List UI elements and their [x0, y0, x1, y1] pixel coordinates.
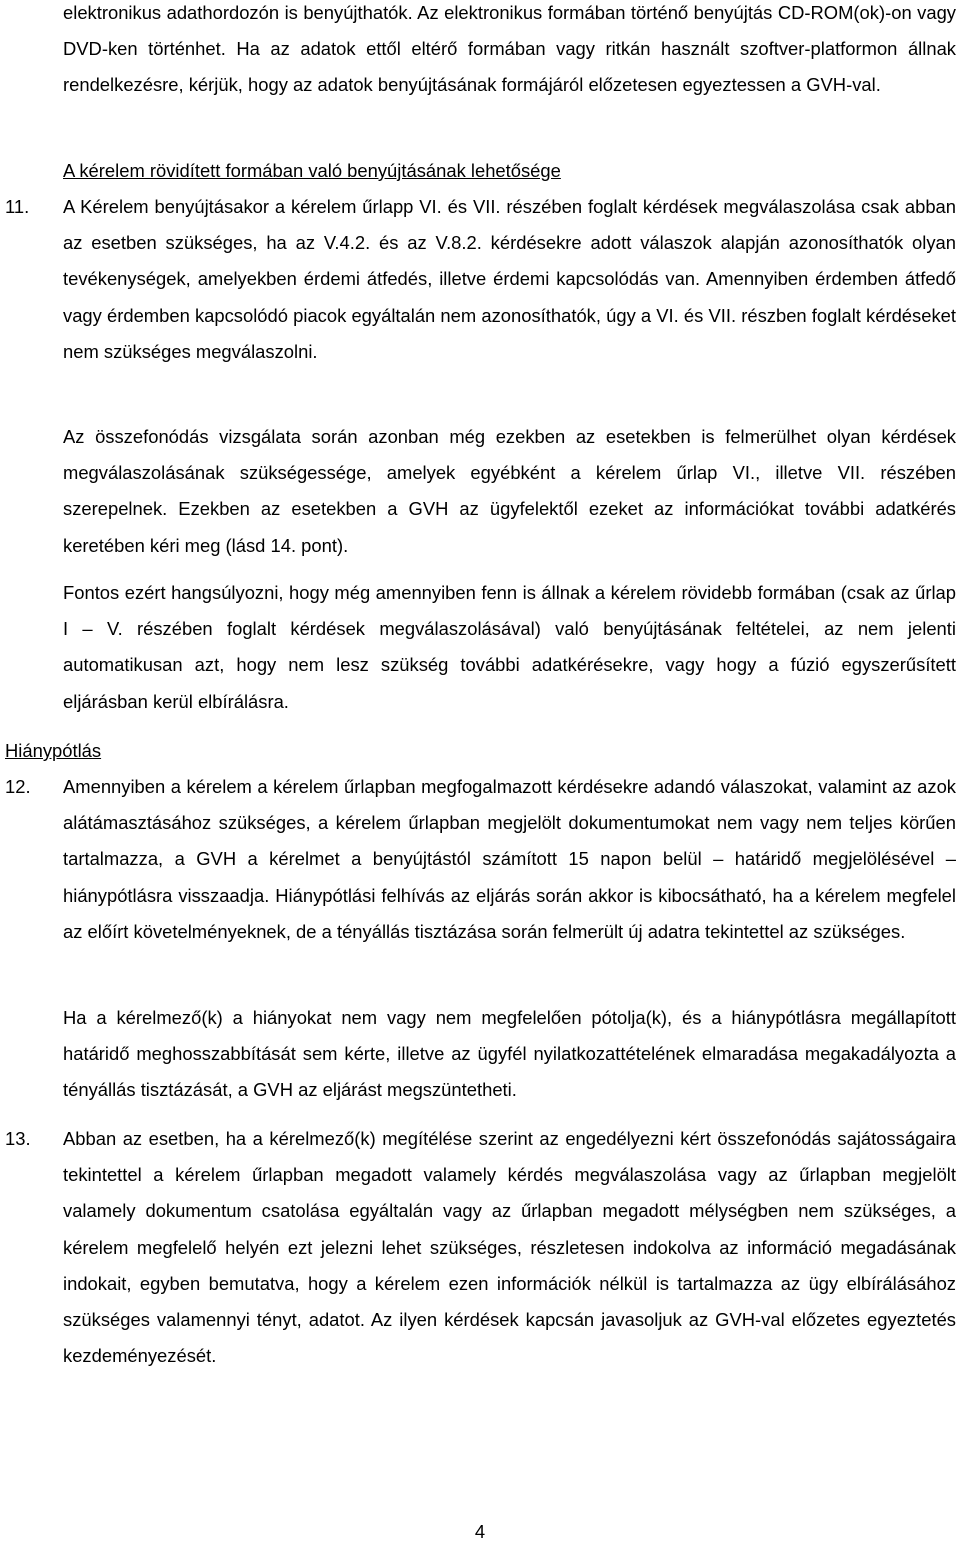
- deficiency-paragraph-2: Ha a kérelmező(k) a hiányokat nem vagy nem megfelelően pótolja(k), és a hiánypótlásra megállapított határidő meghosszabbítását sem kérte, illetve az ügyfél nyilatkozattételének elmaradása megakadályozta a tényállás tisztázását, a GVH az eljárást megszüntetheti.: [63, 1007, 956, 1101]
- item-11-text: A Kérelem benyújtásakor a kérelem űrlapp VI. és VII. részében foglalt kérdések megválaszolása csak abban az esetben szükséges, ha az V.4.2. és az V.8.2. kérdésekre adott válaszok alapján azonosíthatók olyan tevékenységek, amelyekben érdemi átfedés, illetve érdemi kapcsolódás van. Amennyiben érdemben átfedő vagy érdemben kapcsolódó piacok egyáltalán nem azonosíthatók, úgy a VI. és VII. részben foglalt kérdéseket nem szükséges megválaszolni.: [63, 196, 956, 362]
- intro-paragraph: elektronikus adathordozón is benyújthatók. Az elektronikus formában történő benyújtás CD-ROM(ok)-on vagy DVD-ken történhet. Ha az adatok ettől eltérő formában vagy ritkán használt szoftver-platformon állnak rendelkezésre, kérjük, hogy az adatok benyújtásának formájáról előzetesen egyeztessen a GVH-val.: [63, 2, 956, 96]
- page-number: 4: [474, 1521, 486, 1542]
- item-12-text: Amennyiben a kérelem a kérelem űrlapban megfogalmazott kérdésekre adandó válaszokat, valamint az azok alátámasztásához szükséges, a kérelem űrlapban megjelölt dokumentumokat nem vagy nem teljes körűen tartalmazza, a GVH a kérelmet a benyújtástól számított 15 napon belül – határidő megjelölésével – hiánypótlásra visszaadja. Hiánypótlási felhívás az eljárás során akkor is kibocsátható, ha a kérelem megfelel az előírt követelményeknek, de a tényállás tisztázása során felmerült új adatra tekintettel az szükséges.: [63, 776, 956, 942]
- item-number-12: 12.: [5, 776, 31, 797]
- item-13-text: Abban az esetben, ha a kérelmező(k) megítélése szerint az engedélyezni kért összefonódás sajátosságaira tekintettel a kérelem űrlapban megadott valamely kérdés megválaszolása vagy az űrlapban megjelölt valamely dokumentum csatolása egyáltalán vagy az űrlapban megadott mélységben nem szükséges, a kérelem megfelelő helyén ezt jelezni lehet szükséges, részletesen indokolva az információ megadásának indokait, egyben bemutatva, hogy a kérelem ezen információk nélkül is tartalmazza az ügy elbírálásához szükséges valamennyi tényt, adatot. Az ilyen kérdések kapcsán javasoljuk az GVH-val előzetes egyeztetés kezdeményezését.: [63, 1128, 956, 1367]
- section-heading-deficiency: Hiánypótlás: [5, 740, 102, 761]
- item-number-13: 13.: [5, 1128, 31, 1149]
- item-number-11: 11.: [5, 196, 30, 217]
- abbreviated-paragraph-3: Fontos ezért hangsúlyozni, hogy még amennyiben fenn is állnak a kérelem rövidebb formában (csak az űrlap I – V. részében foglalt kérdések megválaszolásával) való benyújtásának feltételei, az nem jelenti automatikusan azt, hogy nem lesz szükség további adatkérésekre, vagy hogy a fúzió egyszerűsített eljárásban kerül elbírálásra.: [63, 582, 956, 712]
- abbreviated-paragraph-2: Az összefonódás vizsgálata során azonban még ezekben az esetekben is felmerülhet olyan kérdések megválaszolásának szükségessége, amelyek egyébként a kérelem űrlap VI., illetve VII. részében szerepelnek. Ezekben az esetekben a GVH az ügyfelektől ezeket az információkat további adatkérés keretében kéri meg (lásd 14. pont).: [63, 426, 956, 556]
- section-heading-abbreviated: A kérelem rövidített formában való benyújtásának lehetősége: [63, 160, 561, 181]
